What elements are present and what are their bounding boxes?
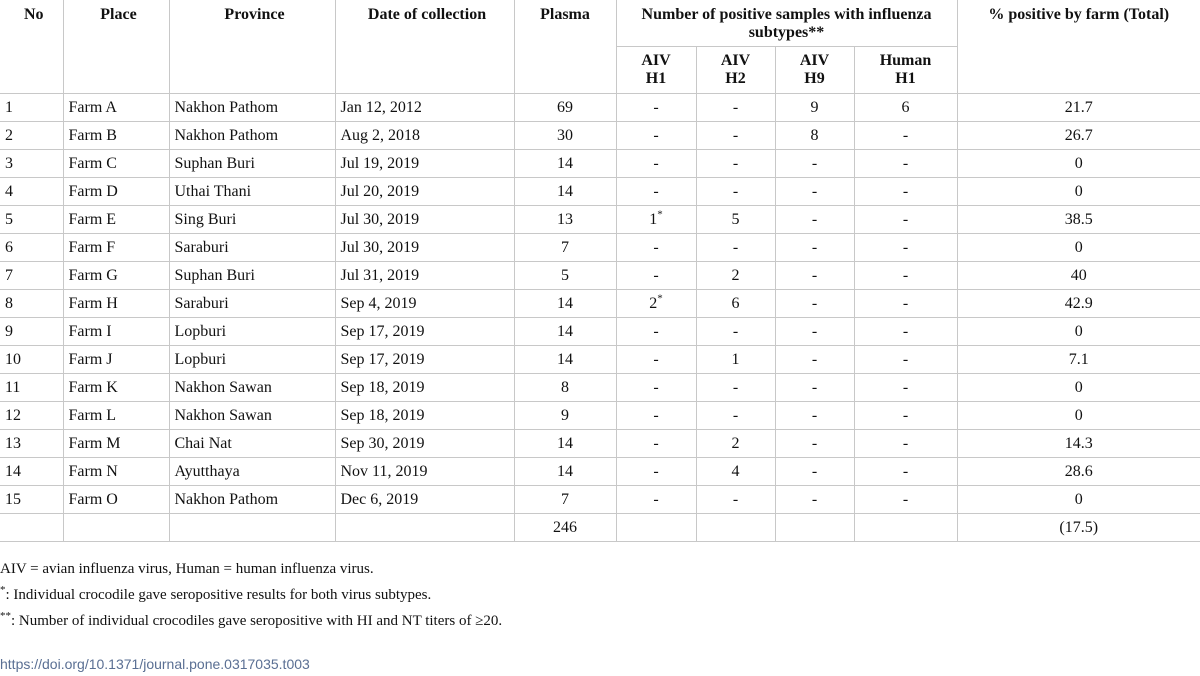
cell-no: 10 [0, 346, 63, 374]
totals-empty-h1 [616, 514, 696, 542]
cell-human-h1: - [854, 430, 957, 458]
table-row [0, 346, 1200, 374]
table-row [0, 262, 1200, 290]
table-row [0, 150, 1200, 178]
cell-plasma: 14 [514, 458, 616, 486]
cell-place: Farm N [63, 458, 169, 486]
total-pct: (17.5) [957, 514, 1200, 542]
cell-aiv-h1: - [616, 234, 696, 262]
doi-link[interactable]: https://doi.org/10.1371/journal.pone.0317035.t003 [0, 656, 310, 672]
cell-aiv-h1: 1* [616, 206, 696, 234]
cell-place: Farm M [63, 430, 169, 458]
totals-empty-human [854, 514, 957, 542]
cell-province: Nakhon Pathom [169, 94, 335, 122]
cell-pct: 0 [957, 178, 1200, 206]
totals-row [0, 514, 1200, 542]
cell-aiv-h1: - [616, 430, 696, 458]
cell-no: 4 [0, 178, 63, 206]
cell-aiv-h2: - [696, 374, 775, 402]
cell-aiv-h9: - [775, 234, 854, 262]
table-row [0, 94, 1200, 122]
totals-empty-place [63, 514, 169, 542]
cell-plasma: 69 [514, 94, 616, 122]
cell-date: Jan 12, 2012 [335, 94, 514, 122]
cell-human-h1: - [854, 318, 957, 346]
cell-no: 9 [0, 318, 63, 346]
table-row [0, 178, 1200, 206]
table-row [0, 458, 1200, 486]
cell-date: Jul 19, 2019 [335, 150, 514, 178]
table-row [0, 430, 1200, 458]
cell-aiv-h1: - [616, 262, 696, 290]
table-row [0, 234, 1200, 262]
totals-empty-date [335, 514, 514, 542]
cell-no: 13 [0, 430, 63, 458]
cell-plasma: 8 [514, 374, 616, 402]
cell-aiv-h2: - [696, 178, 775, 206]
cell-no: 3 [0, 150, 63, 178]
cell-human-h1: - [854, 290, 957, 318]
cell-aiv-h9: 9 [775, 94, 854, 122]
cell-plasma: 14 [514, 178, 616, 206]
cell-aiv-h9: - [775, 458, 854, 486]
cell-date: Aug 2, 2018 [335, 122, 514, 150]
cell-aiv-h2: - [696, 234, 775, 262]
cell-plasma: 14 [514, 346, 616, 374]
footnote-double-star: **: Number of individual crocodiles gave seropositive with HI and NT titers of ≥20. [0, 610, 503, 629]
subheader-human-h1: Human H1 [854, 47, 957, 94]
cell-aiv-h1: - [616, 94, 696, 122]
cell-pct: 28.6 [957, 458, 1200, 486]
cell-place: Farm A [63, 94, 169, 122]
cell-place: Farm C [63, 150, 169, 178]
cell-pct: 0 [957, 486, 1200, 514]
cell-human-h1: - [854, 346, 957, 374]
cell-place: Farm F [63, 234, 169, 262]
cell-date: Dec 6, 2019 [335, 486, 514, 514]
cell-province: Suphan Buri [169, 150, 335, 178]
cell-place: Farm B [63, 122, 169, 150]
cell-province: Saraburi [169, 234, 335, 262]
cell-plasma: 7 [514, 234, 616, 262]
footnote-single-star: *: Individual crocodile gave seropositive results for both virus subtypes. [0, 584, 432, 603]
cell-aiv-h1: - [616, 150, 696, 178]
cell-human-h1: - [854, 178, 957, 206]
cell-human-h1: - [854, 458, 957, 486]
cell-place: Farm H [63, 290, 169, 318]
cell-aiv-h1: - [616, 458, 696, 486]
cell-pct: 0 [957, 402, 1200, 430]
cell-date: Jul 31, 2019 [335, 262, 514, 290]
cell-province: Chai Nat [169, 430, 335, 458]
cell-plasma: 7 [514, 486, 616, 514]
cell-place: Farm O [63, 486, 169, 514]
cell-date: Sep 18, 2019 [335, 402, 514, 430]
cell-date: Sep 18, 2019 [335, 374, 514, 402]
cell-aiv-h1: - [616, 486, 696, 514]
cell-aiv-h9: - [775, 206, 854, 234]
table-row [0, 290, 1200, 318]
cell-aiv-h2: 2 [696, 430, 775, 458]
table-row [0, 486, 1200, 514]
cell-aiv-h2: - [696, 402, 775, 430]
cell-aiv-h9: - [775, 346, 854, 374]
header-total: % positive by farm (Total) [957, 0, 1200, 94]
cell-province: Nakhon Pathom [169, 122, 335, 150]
cell-aiv-h9: 8 [775, 122, 854, 150]
table-row [0, 402, 1200, 430]
cell-date: Sep 30, 2019 [335, 430, 514, 458]
cell-aiv-h2: 5 [696, 206, 775, 234]
cell-aiv-h2: 6 [696, 290, 775, 318]
cell-aiv-h2: - [696, 318, 775, 346]
cell-no: 6 [0, 234, 63, 262]
header-positive-group: Number of positive samples with influenza subtypes** [616, 0, 957, 47]
table-body [0, 94, 1200, 514]
cell-aiv-h9: - [775, 402, 854, 430]
cell-pct: 7.1 [957, 346, 1200, 374]
cell-no: 15 [0, 486, 63, 514]
cell-place: Farm K [63, 374, 169, 402]
cell-province: Nakhon Sawan [169, 374, 335, 402]
header-plasma: Plasma [514, 0, 616, 94]
cell-no: 8 [0, 290, 63, 318]
subheader-aiv-h2: AIV H2 [696, 47, 775, 94]
cell-plasma: 14 [514, 150, 616, 178]
cell-province: Sing Buri [169, 206, 335, 234]
cell-no: 7 [0, 262, 63, 290]
cell-aiv-h2: - [696, 150, 775, 178]
header-place: Place [63, 0, 169, 94]
table-row [0, 122, 1200, 150]
cell-human-h1: - [854, 150, 957, 178]
cell-plasma: 30 [514, 122, 616, 150]
totals-empty-h9 [775, 514, 854, 542]
cell-place: Farm D [63, 178, 169, 206]
cell-aiv-h2: 4 [696, 458, 775, 486]
cell-human-h1: 6 [854, 94, 957, 122]
cell-province: Nakhon Pathom [169, 486, 335, 514]
cell-human-h1: - [854, 374, 957, 402]
cell-province: Lopburi [169, 318, 335, 346]
cell-date: Nov 11, 2019 [335, 458, 514, 486]
cell-plasma: 9 [514, 402, 616, 430]
cell-pct: 0 [957, 318, 1200, 346]
cell-human-h1: - [854, 402, 957, 430]
cell-no: 5 [0, 206, 63, 234]
cell-aiv-h2: - [696, 94, 775, 122]
cell-plasma: 5 [514, 262, 616, 290]
cell-no: 1 [0, 94, 63, 122]
totals-empty-province [169, 514, 335, 542]
cell-human-h1: - [854, 262, 957, 290]
table-footnotes [0, 560, 502, 638]
cell-aiv-h2: 2 [696, 262, 775, 290]
cell-aiv-h1: - [616, 374, 696, 402]
cell-date: Jul 30, 2019 [335, 234, 514, 262]
cell-date: Sep 17, 2019 [335, 318, 514, 346]
cell-pct: 40 [957, 262, 1200, 290]
cell-no: 2 [0, 122, 63, 150]
cell-aiv-h1: 2* [616, 290, 696, 318]
cell-aiv-h9: - [775, 430, 854, 458]
cell-human-h1: - [854, 122, 957, 150]
cell-aiv-h2: - [696, 486, 775, 514]
cell-pct: 26.7 [957, 122, 1200, 150]
header-row [0, 0, 1200, 47]
table-row [0, 206, 1200, 234]
subheader-aiv-h9: AIV H9 [775, 47, 854, 94]
cell-province: Suphan Buri [169, 262, 335, 290]
cell-date: Sep 4, 2019 [335, 290, 514, 318]
totals-empty-no [0, 514, 63, 542]
cell-place: Farm I [63, 318, 169, 346]
cell-no: 14 [0, 458, 63, 486]
subheader-aiv-h1: AIV H1 [616, 47, 696, 94]
cell-no: 11 [0, 374, 63, 402]
cell-aiv-h9: - [775, 374, 854, 402]
cell-aiv-h1: - [616, 402, 696, 430]
cell-plasma: 14 [514, 290, 616, 318]
header-province: Province [169, 0, 335, 94]
cell-province: Ayutthaya [169, 458, 335, 486]
cell-aiv-h9: - [775, 262, 854, 290]
cell-province: Saraburi [169, 290, 335, 318]
cell-aiv-h2: 1 [696, 346, 775, 374]
cell-aiv-h9: - [775, 318, 854, 346]
cell-pct: 0 [957, 374, 1200, 402]
cell-aiv-h9: - [775, 150, 854, 178]
cell-aiv-h1: - [616, 178, 696, 206]
cell-human-h1: - [854, 234, 957, 262]
cell-aiv-h9: - [775, 178, 854, 206]
cell-pct: 0 [957, 150, 1200, 178]
cell-aiv-h9: - [775, 290, 854, 318]
cell-place: Farm L [63, 402, 169, 430]
cell-province: Nakhon Sawan [169, 402, 335, 430]
header-date: Date of collection [335, 0, 514, 94]
cell-plasma: 14 [514, 318, 616, 346]
cell-aiv-h1: - [616, 318, 696, 346]
cell-aiv-h9: - [775, 486, 854, 514]
total-plasma: 246 [514, 514, 616, 542]
cell-pct: 21.7 [957, 94, 1200, 122]
cell-place: Farm E [63, 206, 169, 234]
cell-plasma: 13 [514, 206, 616, 234]
cell-place: Farm J [63, 346, 169, 374]
cell-plasma: 14 [514, 430, 616, 458]
cell-human-h1: - [854, 486, 957, 514]
cell-province: Lopburi [169, 346, 335, 374]
cell-pct: 14.3 [957, 430, 1200, 458]
cell-date: Jul 30, 2019 [335, 206, 514, 234]
cell-aiv-h2: - [696, 122, 775, 150]
cell-pct: 0 [957, 234, 1200, 262]
cell-province: Uthai Thani [169, 178, 335, 206]
cell-aiv-h1: - [616, 122, 696, 150]
cell-human-h1: - [854, 206, 957, 234]
header-no: No [0, 0, 63, 94]
totals-empty-h2 [696, 514, 775, 542]
cell-date: Sep 17, 2019 [335, 346, 514, 374]
footnote-abbreviations: AIV = avian influenza virus, Human = human influenza virus. [0, 561, 374, 577]
table-row [0, 318, 1200, 346]
table-row [0, 374, 1200, 402]
cell-pct: 38.5 [957, 206, 1200, 234]
cell-pct: 42.9 [957, 290, 1200, 318]
cell-date: Jul 20, 2019 [335, 178, 514, 206]
cell-no: 12 [0, 402, 63, 430]
cell-place: Farm G [63, 262, 169, 290]
cell-aiv-h1: - [616, 346, 696, 374]
